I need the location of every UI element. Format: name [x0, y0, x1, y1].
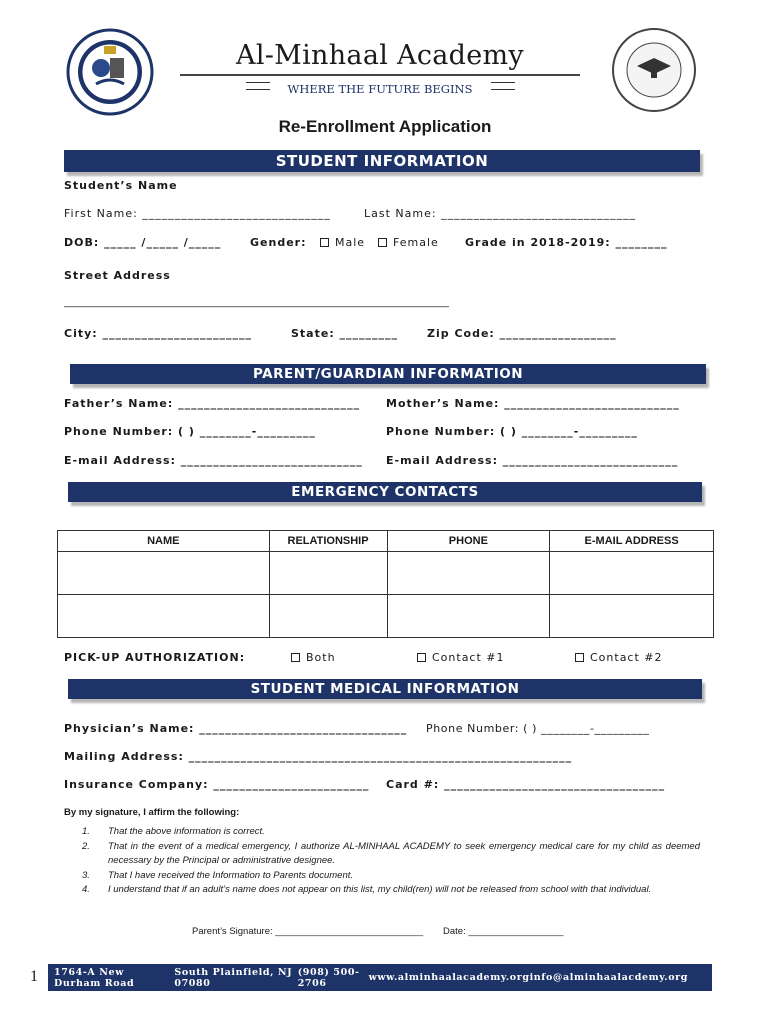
- checkbox-icon: [575, 653, 584, 662]
- parent-info-header: PARENT/GUARDIAN INFORMATION: [70, 364, 706, 384]
- female-checkbox[interactable]: Female: [378, 236, 439, 249]
- mailing-address-field[interactable]: Mailing Address: ___________________________________________________________: [64, 750, 573, 763]
- mother-name-field[interactable]: Mother’s Name: ___________________________: [386, 397, 680, 410]
- pickup-both-checkbox[interactable]: Both: [291, 651, 336, 664]
- footer-phone: (908) 500-2706: [297, 966, 360, 989]
- school-name: Al-Minhaal Academy: [236, 40, 524, 71]
- accreditation-seal: [611, 26, 697, 114]
- checkbox-icon: [378, 238, 387, 247]
- street-address-label: Street Address: [64, 269, 171, 282]
- signature-date-field[interactable]: Date: __________________: [443, 926, 564, 937]
- table-cell[interactable]: [58, 595, 270, 638]
- footer-email[interactable]: info@alminhaalacdemy.org: [529, 972, 688, 983]
- grade-field[interactable]: Grade in 2018-2019: ________: [465, 236, 668, 249]
- table-cell[interactable]: [550, 552, 714, 595]
- list-item: 2. That in the event of a medical emergency, I authorize AL-MINHAAL ACADEMY to seek emergency medical care for my child as deemed necessary by the Principal or administrative designee.: [82, 840, 700, 866]
- list-item: 3. That I have received the Information to Parents document.: [82, 869, 354, 881]
- col-phone: PHONE: [387, 531, 550, 552]
- rule-ornament-left: [246, 82, 270, 90]
- mother-phone-field[interactable]: Phone Number: ( ) ________-_________: [386, 425, 638, 438]
- list-item: 1. That the above information is correct.: [82, 826, 265, 837]
- street-address-field[interactable]: _____________________________________________________________________________: [64, 297, 449, 308]
- table-header-row: [58, 531, 714, 552]
- city-field[interactable]: City: _______________________: [64, 327, 253, 340]
- affirm-list: [82, 825, 700, 898]
- table-cell[interactable]: [269, 552, 387, 595]
- rule-ornament-right: [491, 82, 515, 90]
- card-number-field[interactable]: Card #: __________________________________: [386, 778, 666, 791]
- footer-website[interactable]: www.alminhaalacademy.org: [368, 972, 530, 983]
- form-title: Re-Enrollment Application: [278, 117, 492, 136]
- pickup-authorization-label: PICK-UP AUTHORIZATION:: [64, 651, 246, 664]
- emergency-contacts-table: [57, 530, 714, 638]
- table-row: [58, 595, 714, 638]
- footer-city: South Plainfield, NJ 07080: [174, 966, 293, 989]
- school-logo: [66, 28, 154, 116]
- insurance-company-field[interactable]: Insurance Company: ________________________: [64, 778, 370, 791]
- page-number: 1: [30, 968, 38, 985]
- col-relationship: RELATIONSHIP: [269, 531, 387, 552]
- gender-label: Gender:: [250, 236, 307, 249]
- footer-address: 1764-A New Durham Road: [54, 966, 135, 989]
- col-name: NAME: [58, 531, 270, 552]
- medical-info-header: STUDENT MEDICAL INFORMATION: [68, 679, 702, 699]
- school-tagline: WHERE THE FUTURE BEGINS: [287, 82, 473, 96]
- mother-email-field[interactable]: E-mail Address: ___________________________: [386, 454, 679, 467]
- header-rule: [180, 74, 580, 76]
- checkbox-icon: [320, 238, 329, 247]
- checkbox-icon: [417, 653, 426, 662]
- father-name-field[interactable]: Father’s Name: ____________________________: [64, 397, 361, 410]
- father-phone-field[interactable]: Phone Number: ( ) ________-_________: [64, 425, 316, 438]
- zip-field[interactable]: Zip Code: __________________: [427, 327, 617, 340]
- pickup-contact2-checkbox[interactable]: Contact #2: [575, 651, 663, 664]
- footer-bar: [48, 964, 712, 991]
- table-cell[interactable]: [387, 552, 550, 595]
- student-name-heading: Student’s Name: [64, 179, 178, 192]
- table-cell[interactable]: [387, 595, 550, 638]
- affirm-heading: By my signature, I affirm the following:: [64, 807, 240, 818]
- table-cell[interactable]: [550, 595, 714, 638]
- pickup-contact1-checkbox[interactable]: Contact #1: [417, 651, 505, 664]
- father-email-field[interactable]: E-mail Address: ____________________________: [64, 454, 363, 467]
- first-name-field[interactable]: First Name: _____________________________: [64, 207, 331, 220]
- table-row: [58, 552, 714, 595]
- dob-field[interactable]: DOB: _____ /_____ /_____: [64, 236, 222, 249]
- parent-signature-field[interactable]: Parent’s Signature: ____________________________: [192, 926, 424, 937]
- last-name-field[interactable]: Last Name: ______________________________: [364, 207, 637, 220]
- emergency-contacts-header: EMERGENCY CONTACTS: [68, 482, 702, 502]
- state-field[interactable]: State: _________: [291, 327, 399, 340]
- checkbox-icon: [291, 653, 300, 662]
- physician-name-field[interactable]: Physician’s Name: ________________________________: [64, 722, 408, 735]
- list-item: 4. I understand that if an adult’s name does not appear on this list, my child(ren) will not be released from school with that individual.: [82, 884, 652, 895]
- male-checkbox[interactable]: Male: [320, 236, 365, 249]
- table-cell[interactable]: [269, 595, 387, 638]
- physician-phone-field[interactable]: Phone Number: ( ) ________-_________: [426, 722, 650, 735]
- table-cell[interactable]: [58, 552, 270, 595]
- col-email: E-MAIL ADDRESS: [550, 531, 714, 552]
- student-info-header: STUDENT INFORMATION: [64, 150, 700, 172]
